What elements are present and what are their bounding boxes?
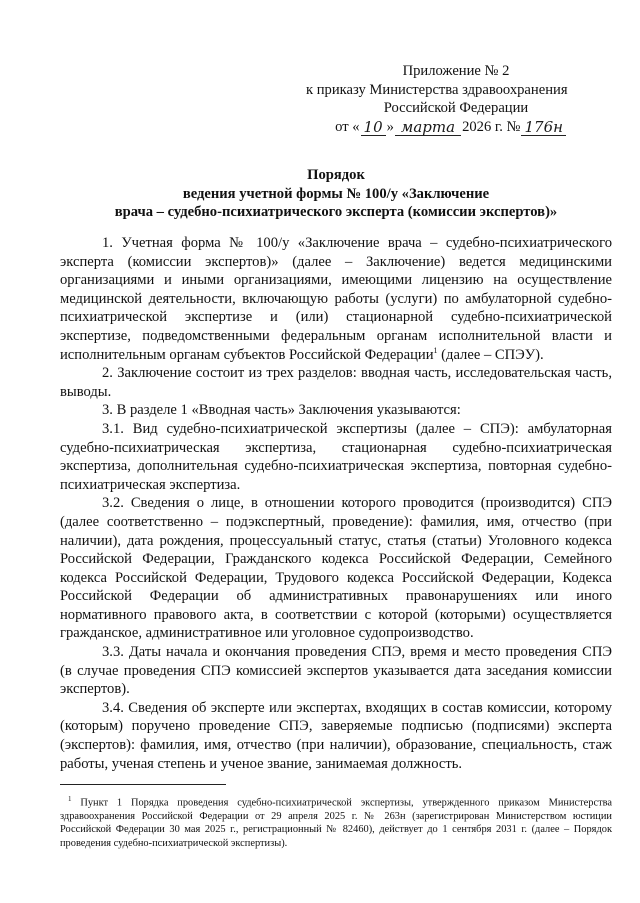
paragraph-3-2: 3.2. Сведения о лице, в отношении которого проводится (производится) СПЭ (далее соответственно – подэкспертный, проведение): фамилия, имя, отчество (при наличии), дата рождения, процессуальный статус, статья (статьи) Уголовного кодекса Российской Федерации, Гражданского кодекса Российской Федерации, Семейного кодекса Российской Федерации, Трудового кодекса Российской Федерации, Кодекса Российской Федерации об административных правонарушениях или иного нормативного правового акта, в соответствии с которой (которыми) осуществляется гражданское, административное или уголовное судопроизводство. — [60, 495, 612, 642]
appendix-header — [306, 62, 566, 136]
date-year: 2026 г. № — [462, 118, 521, 135]
paragraph-1: 1. Учетная форма № 100/у «Заключение врача – судебно-психиатрического эксперта (комиссии экспертов)» (далее – Заключение) ведется медицинскими организациями и иными организациями, имеющими лицензию на осуществление медицинской деятельности, включающую работы (услуги) по амбулаторной судебно-психиатрической экспертизе и (или) стационарной судебно-психиатрической экспертизе, подведомственными федеральным органам исполнительной власти и исполнительным органам субъектов Российской Федерации$^1$ (далее – СПЭУ). — [60, 235, 612, 363]
document-body — [60, 234, 612, 773]
paragraph-3-4: 3.4. Сведения об эксперте или экспертах, входящих в состав комиссии, которому (которым) поручено проведение СПЭ, заверяемые подписью (подписями) эксперта (экспертов): фамилия, имя, отчество (при наличии), образование, специальность, стаж работы, ученая степень и ученое звание, занимаемая должность. — [60, 699, 612, 772]
paragraph-3-1: 3.1. Вид судебно-психиатрической экспертизы (далее – СПЭ): амбулаторная судебно-психиатрическая экспертиза, стационарная судебно-психиатрическая экспертиза, дополнительная судебно-психиатрическая экспертиза, повторная судебно-психиатрическая экспертиза. — [60, 420, 612, 493]
footnote-mark: 1 — [68, 795, 72, 803]
title-line-2: ведения учетной формы № 100/у «Заключение — [182, 185, 490, 202]
order-number-handwritten: 176н — [521, 119, 566, 136]
paragraph-3-3: 3.3. Даты начала и окончания проведения СПЭ, время и место проведения СПЭ (в случае проведения СПЭ комиссией экспертов указывается дата заседания комиссии экспертов). — [60, 644, 612, 698]
date-mid: » — [386, 118, 394, 135]
paragraph-2: 2. Заключение состоит из трех разделов: вводная часть, исследовательская часть, выводы. — [60, 365, 612, 400]
title-line-3: врача – судебно-психиатрического эксперта (комиссии экспертов)» — [114, 204, 558, 220]
appendix-number: Приложение № 2 — [402, 63, 510, 79]
title-line-1: Порядок — [307, 167, 365, 183]
footnote-ref: 1 — [433, 345, 438, 355]
footnote-divider — [60, 784, 226, 785]
appendix-order-ref: к приказу Министерства здравоохранения — [306, 81, 568, 98]
footnote — [60, 793, 612, 850]
date-day-handwritten: 10 — [361, 119, 386, 136]
date-month-handwritten: марта — [395, 119, 461, 136]
document-title — [60, 166, 612, 222]
footnote-text: Пункт 1 Порядка проведения судебно-психиатрической экспертизы, утвержденного приказом Министерства здравоохранения Российской Федерации от 29 апреля 2025 г. № 263н (зарегистрирован Министерством юстиции Российской Федерации 30 мая 2025 г., регистрационный № 82460), действует до 1 сентября 2031 г. (далее – Порядок проведения судебно-психиатрической экспертизы). — [60, 797, 612, 849]
appendix-ministry: Российской Федерации — [383, 100, 529, 116]
paragraph-3: 3. В разделе 1 «Вводная часть» Заключения указываются: — [102, 402, 461, 419]
order-date-line — [306, 118, 566, 137]
date-prefix: от « — [335, 118, 360, 135]
